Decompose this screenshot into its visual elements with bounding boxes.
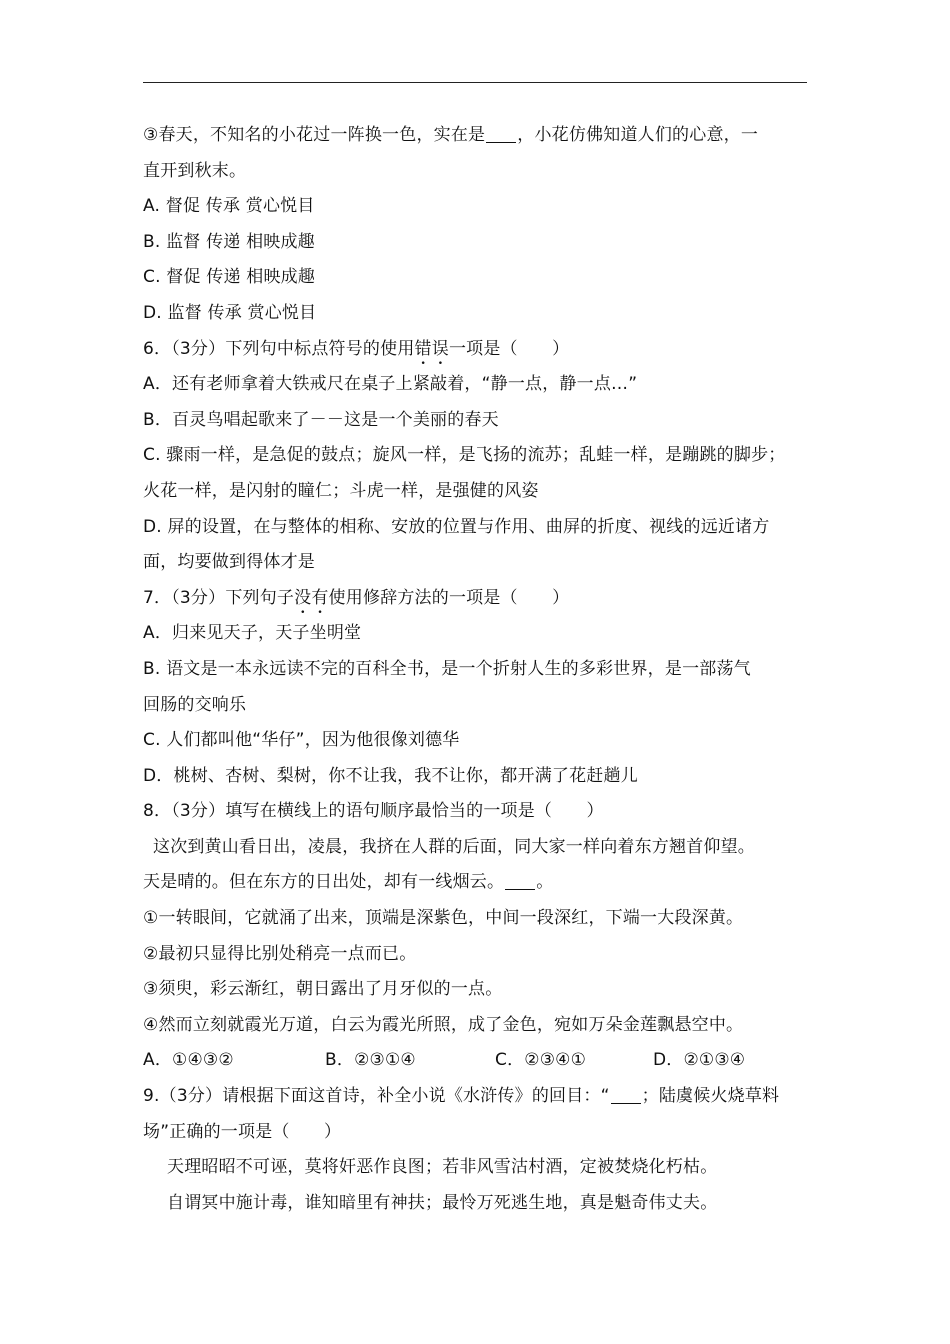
- q5-text-after-blank: ，小花仿佛知道人们的心意，一: [517, 125, 759, 145]
- q8-options: [143, 1043, 811, 1079]
- q6-option-b: B．百灵鸟唱起歌来了－－这是一个美丽的春天: [143, 409, 499, 430]
- q8-sentence-4: ④然而立刻就霞光万道，白云为霞光所照，成了金色，宛如万朵金莲飘悬空中。: [143, 1014, 744, 1035]
- q8-option-a: A．①④③②: [143, 1050, 234, 1071]
- answer-blank: [505, 872, 535, 890]
- header-rule: [143, 82, 807, 83]
- q8-option-d: D．②①③④: [653, 1050, 746, 1071]
- q9-poem-line2: 自谓冥中施计毒，谁知暗里有神扶；最怜万死逃生地，真是魁奇伟丈夫。: [167, 1192, 718, 1213]
- q8-passage-line1: 这次到黄山看日出，凌晨，我挤在人群的后面，同大家一样向着东方翘首仰望。: [153, 836, 755, 857]
- q6-option-d-line2: 面，均要做到得体才是: [143, 552, 315, 573]
- q8-option-c: C．②③④①: [495, 1050, 587, 1071]
- q8-option-b: B．②③①④: [325, 1050, 416, 1071]
- q7-stem-emphasis: 没有: [294, 587, 329, 608]
- q9-stem-line2: 场”正确的一项是（ ）: [143, 1121, 342, 1142]
- answer-blank: [486, 125, 516, 143]
- q7-option-d: D．桃树、杏树、梨树，你不让我，我不让你，都开满了花赶趟儿: [143, 765, 638, 786]
- q6-stem-before: 6．（3分）下列句中标点符号的使用: [143, 338, 415, 359]
- q5-item3-line2: 直开到秋末。: [143, 160, 247, 181]
- q5-text-before-blank: ③春天，不知名的小花过一阵换一色，实在是: [143, 125, 486, 145]
- page-content: [143, 118, 811, 1221]
- q8-sentence-3: ③须臾，彩云渐红，朝日露出了月牙似的一点。: [143, 979, 503, 1000]
- q8-passage-after-blank: 。: [536, 872, 554, 893]
- q5-option-c: C. 督促 传递 相映成趣: [143, 267, 316, 288]
- q9-stem-after-blank: ；陆虞候火烧草料: [641, 1086, 780, 1107]
- q7-option-a: A．归来见天子，天子坐明堂: [143, 623, 362, 644]
- q6-stem-emphasis: 错误: [414, 338, 449, 359]
- q6-option-c-line1: C. 骤雨一样，是急促的鼓点；旋风一样，是飞扬的流苏；乱蛙一样，是蹦跳的脚步；: [143, 445, 786, 466]
- q7-stem-before: 7．（3分）下列句子: [143, 587, 295, 608]
- q8-sentence-2: ②最初只显得比别处稍亮一点而已。: [143, 943, 417, 964]
- q5-option-b: B. 监督 传递 相映成趣: [143, 231, 315, 252]
- q9-poem-line1: 天理昭昭不可诬，莫将奸恶作良图；若非风雪沽村酒，定被焚烧化朽枯。: [167, 1157, 718, 1178]
- q6-stem-after: 一项是（ ）: [448, 338, 570, 359]
- q6-option-d-line1: D. 屏的设置，在与整体的相称、安放的位置与作用、曲屏的折度、视线的远近诸方: [143, 516, 770, 537]
- q7-option-b-line2: 回肠的交响乐: [143, 694, 247, 715]
- q7-option-b-line1: B. 语文是一本永远读不完的百科全书，是一个折射人生的多彩世界，是一部荡气: [143, 658, 751, 679]
- q8-sentence-1: ①一转眼间，它就涌了出来，顶端是深紫色，中间一段深红，下端一大段深黄。: [143, 908, 744, 929]
- q9-stem-line1: [143, 1079, 811, 1115]
- q7-stem-after: 使用修辞方法的一项是（ ）: [328, 587, 570, 608]
- q8-stem: 8．（3分）填写在横线上的语句顺序最恰当的一项是（ ）: [143, 801, 604, 822]
- q9-stem-before-blank: 9.（3分）请根据下面这首诗，补全小说《水浒传》的回目：“: [143, 1086, 610, 1107]
- q7-option-c: C. 人们都叫他“华仔”，因为他很像刘德华: [143, 730, 460, 751]
- q6-option-a: A．还有老师拿着大铁戒尺在桌子上紧敲着，“静一点，静一点…”: [143, 374, 638, 395]
- q5-item3-line1: [143, 118, 811, 154]
- answer-blank: [611, 1086, 641, 1104]
- q5-option-a: A. 督促 传承 赏心悦目: [143, 196, 315, 217]
- q8-passage-line2: [143, 865, 811, 901]
- q5-option-d: D. 监督 传承 赏心悦目: [143, 302, 317, 323]
- q7-stem: [143, 581, 811, 617]
- q6-stem: [143, 332, 811, 368]
- q8-passage-before-blank: 天是晴的。但在东方的日出处，却有一线烟云。: [143, 872, 505, 893]
- q6-option-c-line2: 火花一样，是闪射的瞳仁；斗虎一样，是强健的风姿: [143, 480, 539, 501]
